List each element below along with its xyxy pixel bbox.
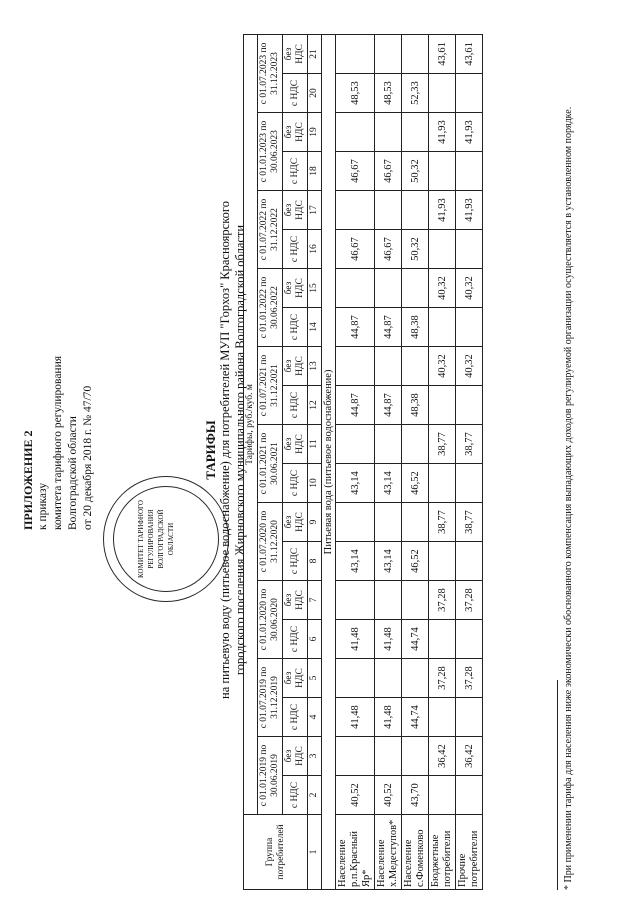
vat-label: с НДС [283,698,308,737]
tariff-value-cell [456,74,483,113]
footnote-rule [557,680,558,890]
appendix-header [21,130,96,530]
tariff-value-cell [456,230,483,269]
tariff-value-cell [402,34,429,73]
tariff-value-cell [429,698,456,737]
tariff-value-cell [336,737,375,776]
tariff-value-cell [336,34,375,73]
tariff-value-cell: 44,87 [336,386,375,425]
tariff-value-cell: 41,93 [429,191,456,230]
column-number: 16 [308,230,322,269]
tariff-value-cell: 46,67 [375,152,402,191]
tariff-value-cell: 43,14 [336,464,375,503]
column-number: 8 [308,542,322,581]
column-number: 1 [308,815,322,890]
tariff-value-cell [402,191,429,230]
table-row [402,34,429,889]
column-number-row [308,34,322,889]
period-header: с 01.01.2020 по 30.06.2020 [258,581,283,659]
tariff-value-cell [375,113,402,152]
novat-label: без НДС [283,269,308,308]
consumer-group-cell: Население х.Медеступов* [375,815,402,890]
tariff-value-cell [375,191,402,230]
novat-label: без НДС [283,659,308,698]
period-header: с 01.07.2019 по 31.12.2019 [258,659,283,737]
column-number: 11 [308,425,322,464]
tariff-value-cell: 38,77 [456,503,483,542]
tariff-value-cell: 41,48 [336,698,375,737]
tariff-value-cell [429,230,456,269]
tariff-value-cell: 43,14 [375,542,402,581]
tariff-value-cell: 38,77 [456,425,483,464]
tariff-value-cell [402,269,429,308]
tariff-value-cell [402,581,429,620]
column-number: 6 [308,620,322,659]
tariff-value-cell [336,113,375,152]
column-number: 5 [308,659,322,698]
tariff-value-cell: 40,32 [456,269,483,308]
tariff-value-cell: 43,61 [429,34,456,73]
period-header: с 01.07.2021 по 31.12.2021 [258,347,283,425]
vat-label: с НДС [283,386,308,425]
appendix-line-3: комитета тарифного регулирования [52,355,64,530]
tariff-value-cell: 46,52 [402,464,429,503]
tariff-value-cell: 46,67 [336,152,375,191]
tariff-value-cell: 43,14 [375,464,402,503]
column-number: 20 [308,74,322,113]
title-line-1: ТАРИФЫ [203,420,218,480]
novat-label: без НДС [283,191,308,230]
tariff-value-cell [456,152,483,191]
tariff-value-cell [429,308,456,347]
tariff-value-cell [429,386,456,425]
tariff-value-cell: 50,32 [402,230,429,269]
tariff-value-cell [336,269,375,308]
tariff-value-cell: 44,87 [375,386,402,425]
vat-label: с НДС [283,152,308,191]
tariff-value-cell [375,581,402,620]
column-number: 17 [308,191,322,230]
column-number: 18 [308,152,322,191]
column-number: 10 [308,464,322,503]
footnote-text: * При применении тарифа для населения ниже экономически обоснованного компенсация выпадающих доходов регулируемой организации осуществляется в установленном порядке. [563,106,574,890]
tariff-value-cell: 41,48 [336,620,375,659]
tariff-value-cell [375,34,402,73]
tariff-value-cell [456,542,483,581]
tariff-value-cell [429,74,456,113]
appendix-line-5: от 20 декабря 2018 г. № 47/70 [82,385,94,530]
tariff-value-cell: 40,52 [336,776,375,815]
tariff-value-cell [456,464,483,503]
vat-label: с НДС [283,230,308,269]
tariff-value-cell: 44,87 [336,308,375,347]
novat-label: без НДС [283,113,308,152]
title-line-2: на питьевую воду (питьевое водоснабжение) для потребителей МУП "Горхоз" Красноярского [218,201,232,699]
tariff-value-cell [336,425,375,464]
novat-label: без НДС [283,503,308,542]
tariff-value-cell [456,620,483,659]
column-number: 12 [308,386,322,425]
tariff-value-cell: 40,32 [456,347,483,386]
vat-label: с НДС [283,542,308,581]
period-header: с 01.01.2019 по 30.06.2019 [258,737,283,815]
tariff-value-cell [375,659,402,698]
table-row [429,34,456,889]
tariff-value-cell: 46,67 [375,230,402,269]
tariff-value-cell [336,503,375,542]
title-line-3: городского поселения Жирновского муниципального района Волгоградской области [233,224,247,676]
tariff-value-cell [402,113,429,152]
period-header: с 01.01.2021 по 30.06.2021 [258,425,283,503]
tariff-value-cell [429,620,456,659]
tariff-value-cell: 43,14 [336,542,375,581]
tariff-value-cell [456,308,483,347]
section-label: Питьевая вода (питьевое водоснабжение) [322,34,336,889]
appendix-line-4: Волгоградской области [67,416,79,530]
appendix-line-2: к приказу [37,482,49,530]
novat-label: без НДС [283,737,308,776]
column-number: 21 [308,34,322,73]
tariff-value-cell [402,425,429,464]
table-row [375,34,402,889]
period-header: с 01.07.2022 по 31.12.2022 [258,191,283,269]
tariff-value-cell: 38,77 [429,503,456,542]
period-header: с 01.01.2022 по 30.06.2022 [258,269,283,347]
tariff-value-cell: 44,74 [402,620,429,659]
tariff-value-cell: 46,67 [336,230,375,269]
tariff-value-cell: 38,77 [429,425,456,464]
tariff-value-cell: 44,87 [375,308,402,347]
column-number: 13 [308,347,322,386]
period-header-row [258,34,283,889]
tariff-value-cell: 37,28 [456,659,483,698]
tariff-value-cell: 40,32 [429,347,456,386]
tariff-value-cell: 37,28 [456,581,483,620]
tariff-value-cell [336,581,375,620]
period-header: с 01.01.2023 по 30.06.2023 [258,113,283,191]
novat-label: без НДС [283,581,308,620]
footnote [557,30,575,890]
tariff-value-cell [375,269,402,308]
tariff-value-cell [456,776,483,815]
tariff-value-cell: 52,33 [402,74,429,113]
document-title [203,130,248,770]
tariff-value-cell: 48,53 [336,74,375,113]
column-number: 7 [308,581,322,620]
tariff-value-cell [456,698,483,737]
column-number: 14 [308,308,322,347]
vat-header-row [283,34,308,889]
tariff-value-cell: 40,52 [375,776,402,815]
period-header: с 01.07.2023 по 31.12.2023 [258,34,283,112]
tariff-value-cell: 36,42 [456,737,483,776]
tariff-value-cell: 46,52 [402,542,429,581]
column-number: 19 [308,113,322,152]
tariff-value-cell [402,347,429,386]
tariff-value-cell: 44,74 [402,698,429,737]
tariff-value-cell [402,503,429,542]
consumer-group-cell: Бюджетные потребители [429,815,456,890]
tariff-value-cell [402,737,429,776]
section-row [322,34,336,889]
tariff-value-cell: 41,48 [375,620,402,659]
tariff-value-cell [375,347,402,386]
tariff-value-cell: 43,61 [456,34,483,73]
tariff-value-cell [336,347,375,386]
tariff-value-cell: 43,70 [402,776,429,815]
period-header: с 01.07.2020 по 31.12.2020 [258,503,283,581]
vat-label: с НДС [283,308,308,347]
tariff-value-cell: 37,28 [429,581,456,620]
column-number: 4 [308,698,322,737]
vat-label: с НДС [283,776,308,815]
tariff-value-cell: 41,93 [456,191,483,230]
tariff-value-cell [456,386,483,425]
group-header: Группа потребителей [244,815,308,890]
novat-label: без НДС [283,34,308,73]
tariff-value-cell: 41,93 [456,113,483,152]
consumer-group-cell: Прочие потребители [456,815,483,890]
tariff-value-cell [375,503,402,542]
tariff-value-cell [429,152,456,191]
vat-label: с НДС [283,464,308,503]
tariff-value-cell [375,425,402,464]
document-page [15,10,615,890]
table-body [322,34,483,889]
tariff-value-cell [336,659,375,698]
vat-label: с НДС [283,74,308,113]
tariff-value-cell: 41,93 [429,113,456,152]
tariff-value-cell: 48,38 [402,308,429,347]
column-number: 3 [308,737,322,776]
novat-label: без НДС [283,425,308,464]
tariff-value-cell [429,776,456,815]
consumer-group-cell: Население р.п.Красный Яр* [336,815,375,890]
tariff-value-cell: 48,53 [375,74,402,113]
vat-label: с НДС [283,620,308,659]
tariff-value-cell: 41,48 [375,698,402,737]
column-number: 9 [308,503,322,542]
tariff-value-cell: 50,32 [402,152,429,191]
column-number: 2 [308,776,322,815]
table-row [456,34,483,889]
tariff-value-cell [375,737,402,776]
tariff-value-cell: 40,32 [429,269,456,308]
appendix-title: ПРИЛОЖЕНИЕ 2 [21,430,35,530]
novat-label: без НДС [283,347,308,386]
tariff-table [243,34,483,890]
seal-text: КОМИТЕТ ТАРИФНОГО РЕГУЛИРОВАНИЯ ВОЛГОГРАДСКОЙ ОБЛАСТИ [137,500,175,578]
tariff-value-cell: 36,42 [429,737,456,776]
tariff-value-cell: 37,28 [429,659,456,698]
table-row [336,34,375,889]
tariff-value-cell [402,659,429,698]
tariff-value-cell [429,464,456,503]
tariff-value-cell: 48,38 [402,386,429,425]
tariffs-header: Тарифы, руб./куб. м [244,34,258,814]
tariff-value-cell [336,191,375,230]
consumer-group-cell: Население с.Фоменково [402,815,429,890]
tariff-value-cell [429,542,456,581]
column-number: 15 [308,269,322,308]
